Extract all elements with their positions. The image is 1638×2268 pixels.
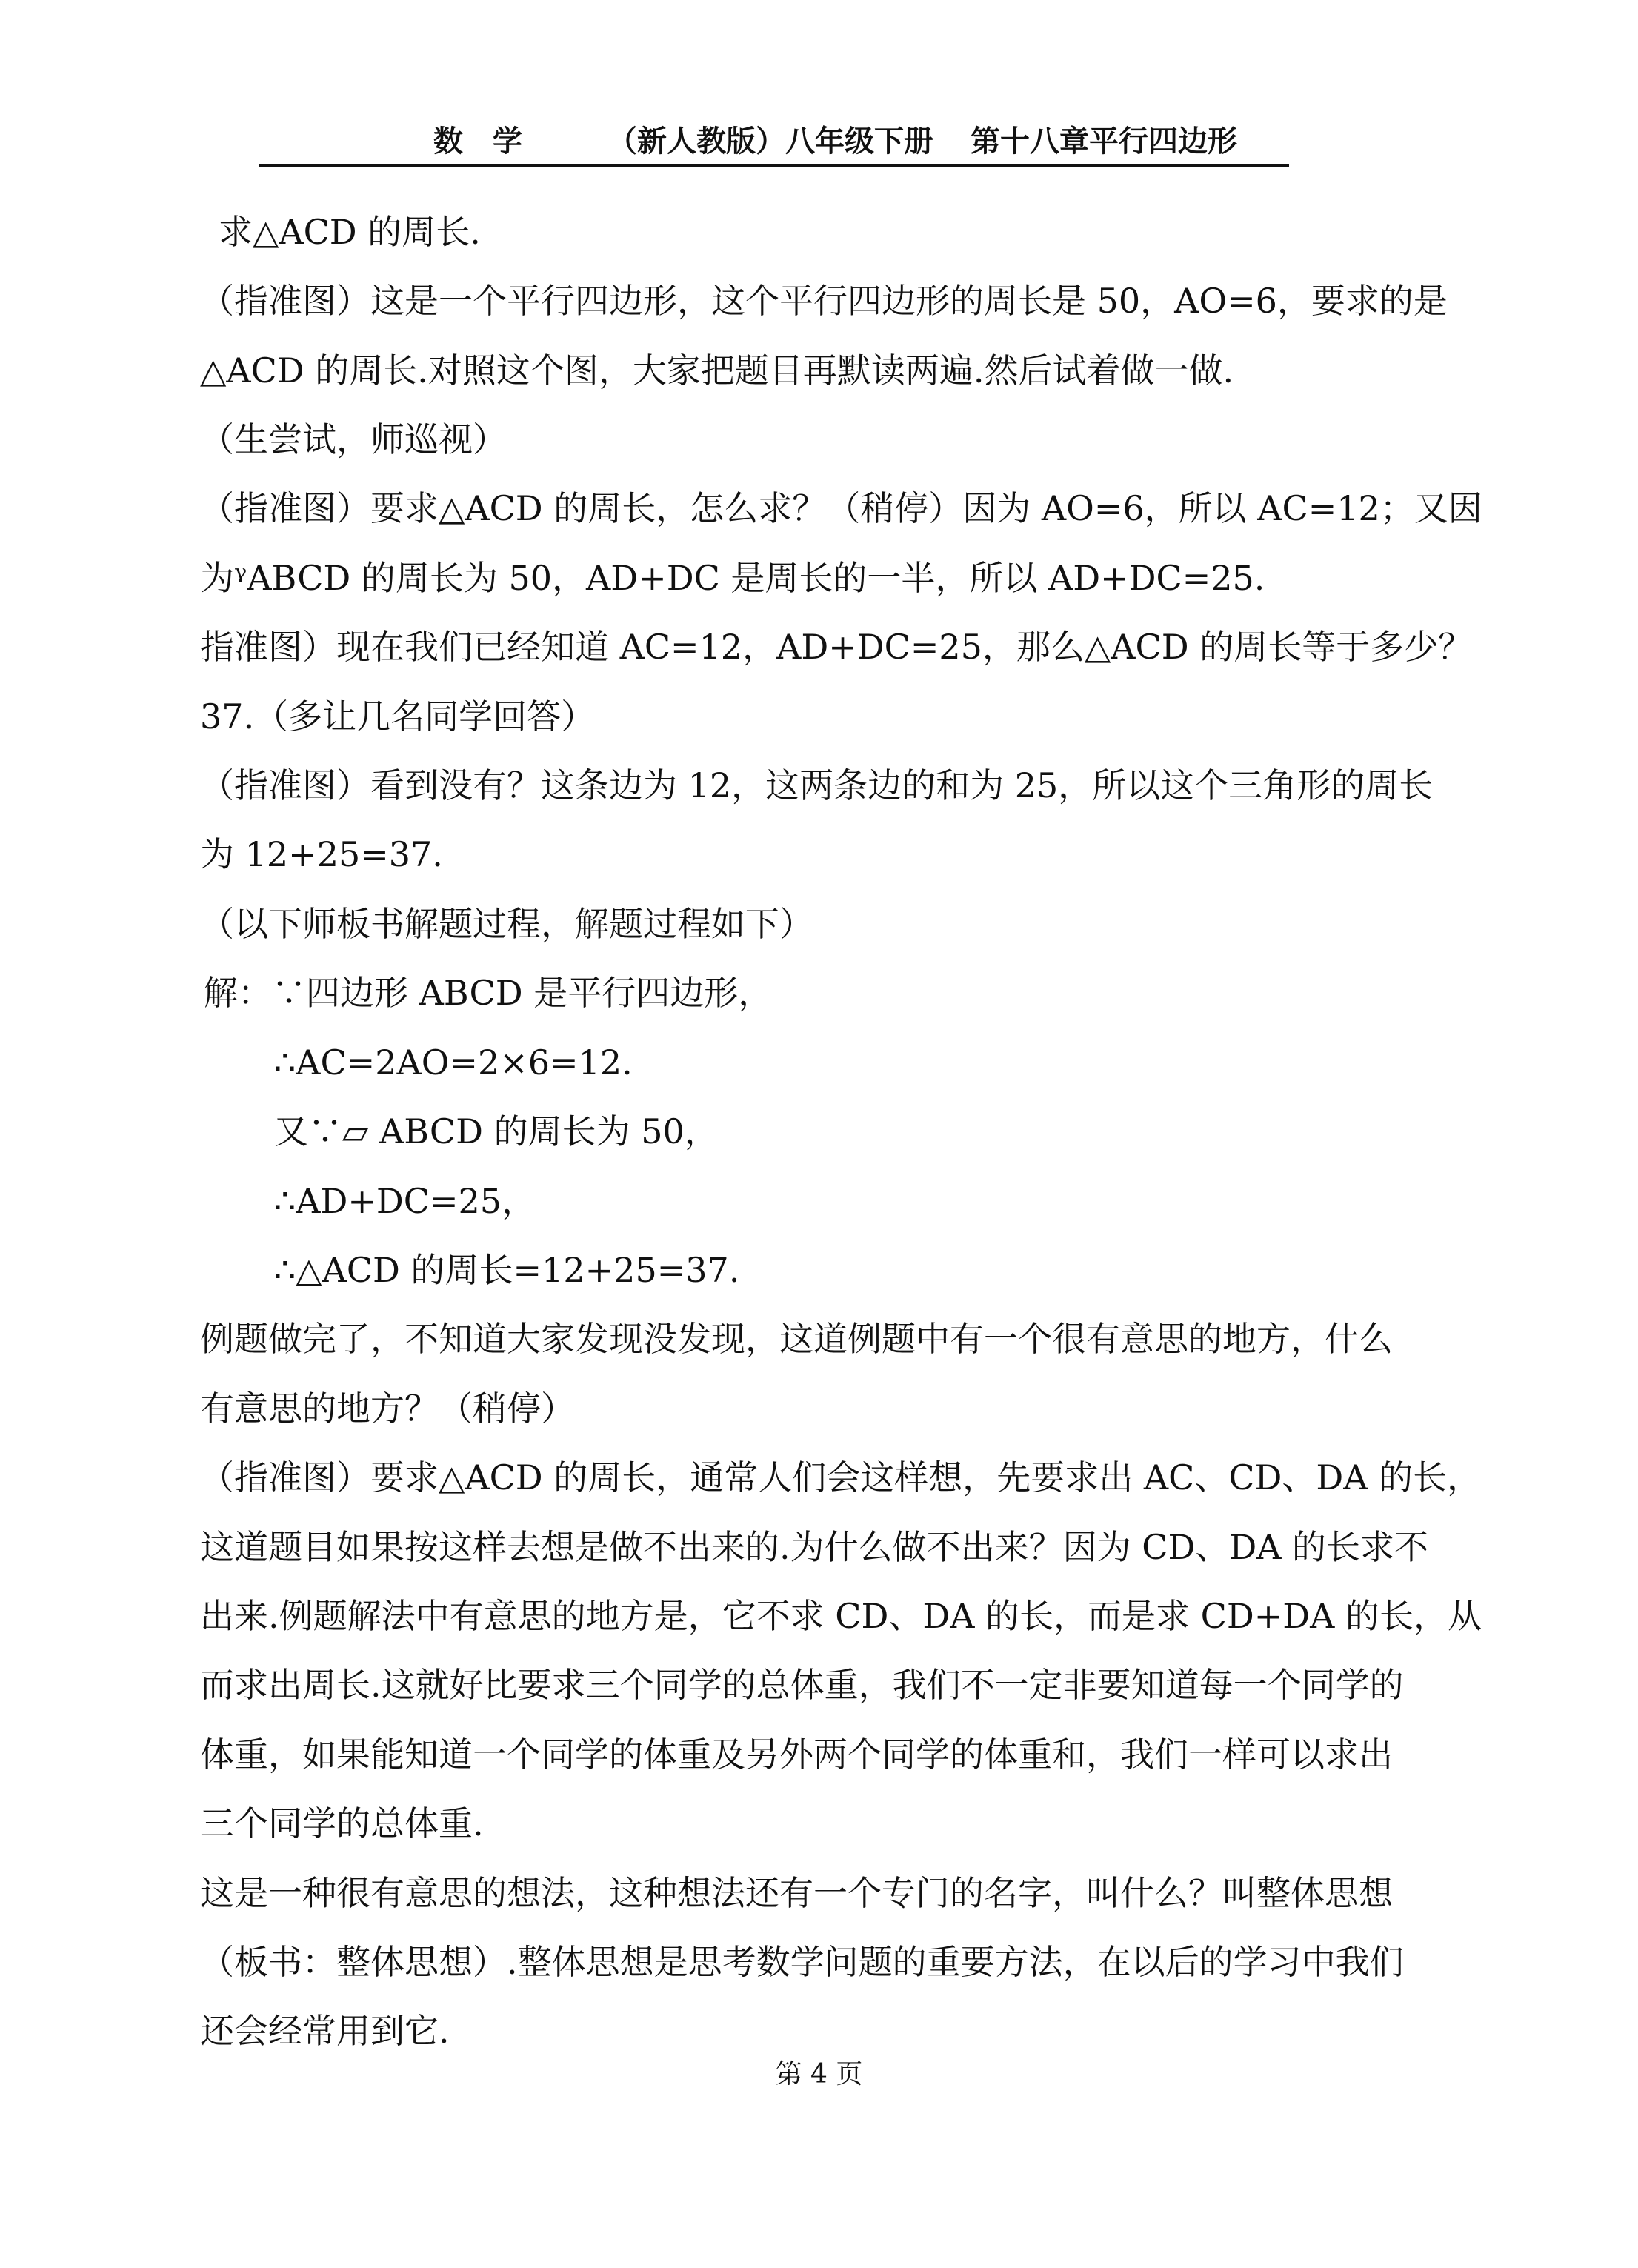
text-line: 这是一种很有意思的想法，这种想法还有一个专门的名字，叫什么？叫整体思想 xyxy=(200,1873,1393,1913)
solution-step: ∴AD+DC=25， xyxy=(274,1181,536,1221)
text-line: 有意思的地方？（稍停） xyxy=(200,1389,575,1429)
text-line: （指准图）这是一个平行四边形，这个平行四边形的周长是 50，AO=6，要求的是 xyxy=(200,281,1448,321)
text-line: 还会经常用到它. xyxy=(200,2011,450,2051)
text-line: 37.（多让几名同学回答） xyxy=(200,696,596,736)
text-line: 例题做完了，不知道大家发现没发现，这道例题中有一个很有意思的地方，什么 xyxy=(200,1319,1393,1359)
text-line: 出来.例题解法中有意思的地方是，它不求 CD、DA 的长，而是求 CD+DA 的长，从 xyxy=(200,1596,1482,1636)
text-line: 三个同学的总体重. xyxy=(200,1803,484,1843)
page-header xyxy=(259,119,1289,167)
text-line: 这道题目如果按这样去想是做不出来的.为什么做不出来？因为 CD、DA 的长求不 xyxy=(200,1527,1429,1567)
text-line: （以下师板书解题过程，解题过程如下） xyxy=(200,904,813,944)
solution-start: 解：∵四边形 ABCD 是平行四边形， xyxy=(204,973,773,1013)
text-line: 求△ACD 的周长. xyxy=(219,212,481,252)
text-line: △ACD 的周长.对照这个图，大家把题目再默读两遍.然后试着做一做. xyxy=(200,350,1234,390)
text-line: （指准图）要求△ACD 的周长，通常人们会这样想，先要求出 AC、CD、DA 的长， xyxy=(200,1457,1482,1497)
solution-step: ∴AC=2AO=2×6=12. xyxy=(274,1042,633,1083)
text-line: 为 12+25=37. xyxy=(200,834,443,874)
text-line: （生尝试，师巡视） xyxy=(200,419,507,459)
text-line: 为ᵞABCD 的周长为 50，AD+DC 是周长的一半，所以 AD+DC=25. xyxy=(200,558,1265,598)
solution-step: ∴△ACD 的周长=12+25=37. xyxy=(274,1250,740,1290)
text-line: （指准图）看到没有？这条边为 12，这两条边的和为 25，所以这个三角形的周长 xyxy=(200,765,1434,805)
header-chapter: 第十八章平行四边形 xyxy=(971,124,1237,159)
page-number: 第 4 页 xyxy=(775,2059,863,2089)
header-edition: （新人教版）八年级下册 xyxy=(607,124,933,159)
solution-step: 又∵▱ ABCD 的周长为 50， xyxy=(274,1111,719,1151)
text-line: 指准图）现在我们已经知道 AC=12，AD+DC=25，那么△ACD 的周长等于多少？ xyxy=(200,627,1473,667)
text-line: （板书：整体思想）.整体思想是思考数学问题的重要方法，在以后的学习中我们 xyxy=(200,1942,1404,1982)
text-line: （指准图）要求△ACD 的周长，怎么求？（稍停）因为 AO=6，所以 AC=12；又因 xyxy=(200,488,1482,528)
header-subject: 数学 xyxy=(433,124,552,159)
text-line: 体重，如果能知道一个同学的体重及另外两个同学的体重和，我们一样可以求出 xyxy=(200,1735,1393,1775)
text-line: 而求出周长.这就好比要求三个同学的总体重，我们不一定非要知道每一个同学的 xyxy=(200,1665,1404,1705)
